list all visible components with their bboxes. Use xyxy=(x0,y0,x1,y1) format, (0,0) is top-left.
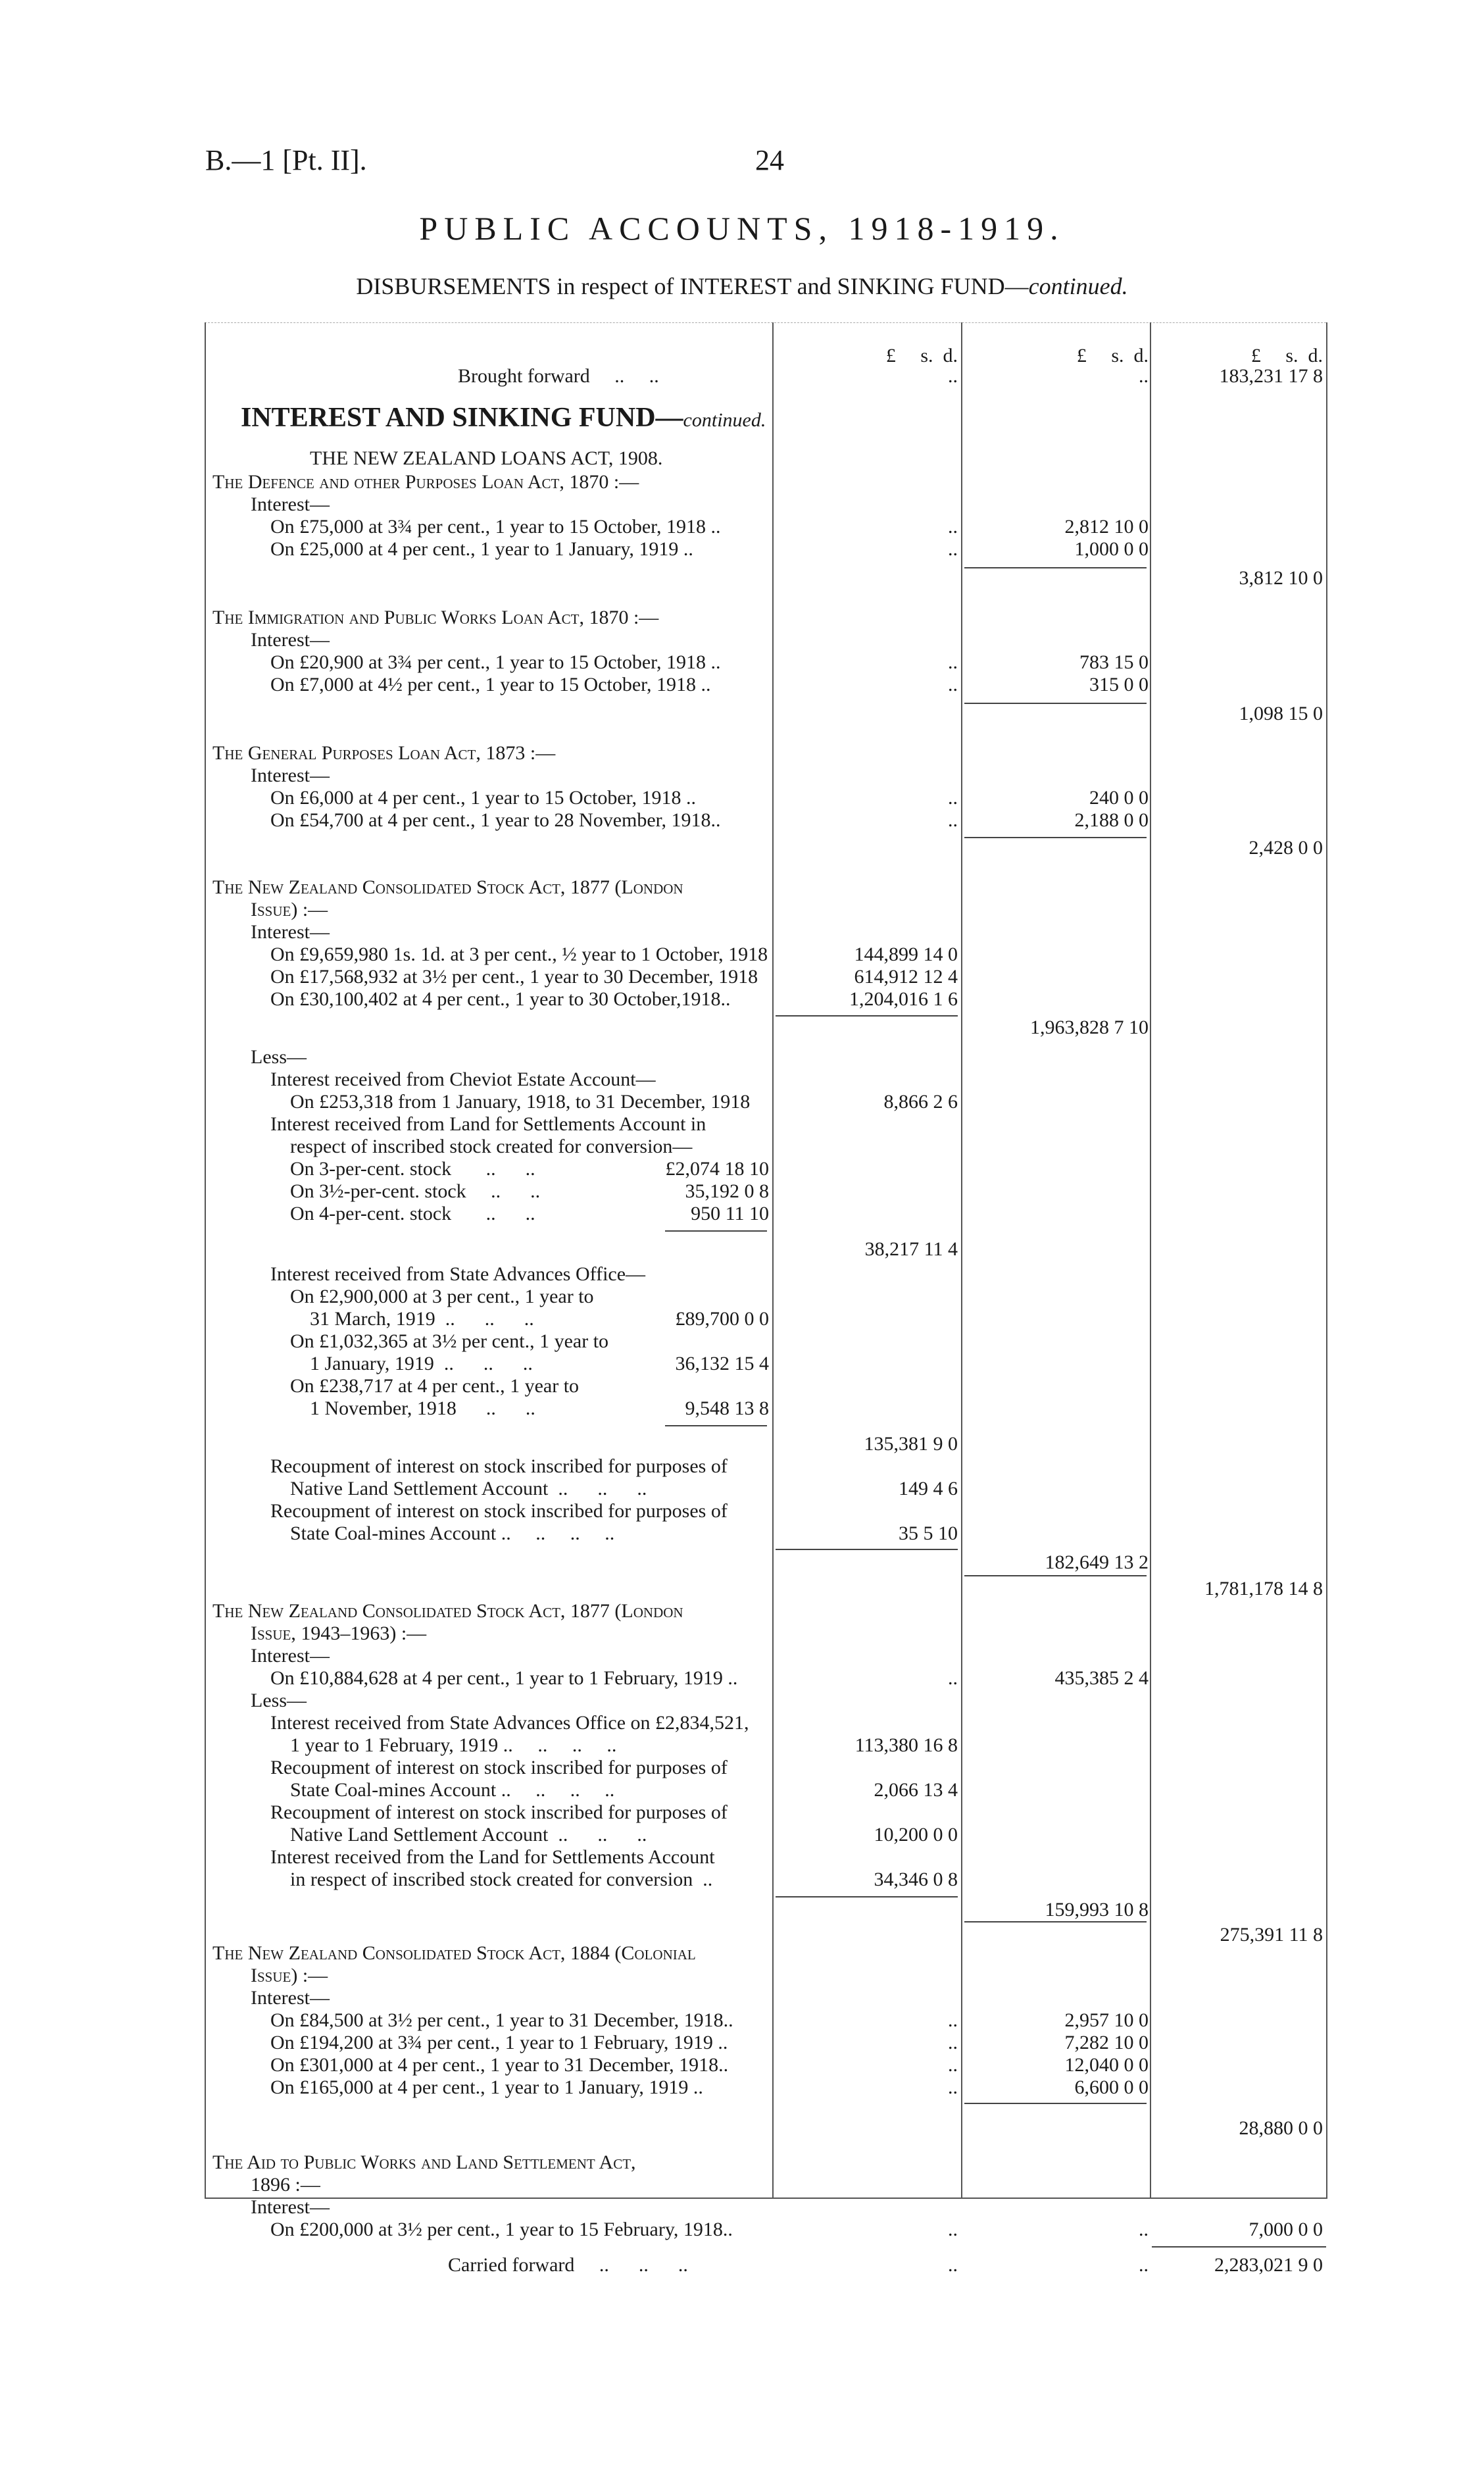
immigration-line-2: On £7,000 at 4½ per cent., 1 year to 15 October, 1918 .. xyxy=(270,674,711,695)
london-1943-title-1: The New Zealand Consolidated Stock Act, 1877 (London xyxy=(212,1600,683,1622)
defence-line-2: On £25,000 at 4 per cent., 1 year to 1 January, 1919 .. xyxy=(270,538,693,560)
london-gross-rule xyxy=(776,1015,958,1017)
act-1908-heading: THE NEW ZEALAND LOANS ACT, 1908. xyxy=(310,447,663,469)
state-adv-line-5: On £238,717 at 4 per cent., 1 year to xyxy=(290,1375,580,1397)
aid-col2: .. xyxy=(1139,2219,1149,2240)
london-1943-less-2-amount: 2,066 13 4 xyxy=(874,1779,958,1801)
colonial-line-3-col1: .. xyxy=(948,2054,958,2076)
ledger-table xyxy=(205,322,1326,2276)
london-1943-interest-line: On £10,884,628 at 4 per cent., 1 year to 1 February, 1919 .. xyxy=(270,1667,738,1689)
page-title: PUBLIC ACCOUNTS, 1918-1919. xyxy=(419,210,1065,247)
defence-interest-label: Interest— xyxy=(251,493,330,515)
state-adv-sum-rule xyxy=(665,1425,767,1426)
london-net-total: 1,781,178 14 8 xyxy=(1204,1578,1323,1599)
page-number: 24 xyxy=(755,144,784,176)
land-heading-2: respect of inscribed stock created for conversion— xyxy=(290,1136,693,1157)
state-advances-heading: Interest received from State Advances Office— xyxy=(270,1263,646,1285)
general-line-1-amount: 240 0 0 xyxy=(1089,787,1149,809)
brought-forward-label: Brought forward .. .. xyxy=(458,365,659,387)
column-divider-3 xyxy=(1150,322,1151,2199)
state-adv-amount-2: 36,132 15 4 xyxy=(675,1353,769,1374)
brought-forward-total: 183,231 17 8 xyxy=(1219,365,1323,387)
colonial-sum-rule xyxy=(964,2103,1147,2104)
recoup-coal-line-2: State Coal-mines Account .. .. .. .. xyxy=(290,1522,615,1544)
colonial-interest-label: Interest— xyxy=(251,1987,330,2009)
general-line-2: On £54,700 at 4 per cent., 1 year to 28 November, 1918.. xyxy=(270,809,721,831)
state-adv-total: 135,381 9 0 xyxy=(864,1433,958,1455)
general-line-1: On £6,000 at 4 per cent., 1 year to 15 October, 1918 .. xyxy=(270,787,696,809)
london-1943-less-1-l1: Interest received from State Advances Office on £2,834,521, xyxy=(270,1712,749,1734)
london-1943-net-rule xyxy=(964,1921,1147,1922)
general-sum-rule xyxy=(964,837,1147,838)
defence-line-2-col1: .. xyxy=(948,538,958,560)
london-line-3-amount: 1,204,016 1 6 xyxy=(849,988,958,1010)
london-act-title-1: The New Zealand Consolidated Stock Act, 1877 (London xyxy=(212,876,683,898)
recoup-native-amount: 149 4 6 xyxy=(899,1478,958,1499)
col1-header: £ s. d. xyxy=(885,345,958,366)
carried-forward-col2: .. xyxy=(1139,2254,1149,2276)
page-subtitle xyxy=(0,272,1484,300)
london-1943-less-1-amount: 113,380 16 8 xyxy=(854,1734,958,1756)
colonial-act-title-1: The New Zealand Consolidated Stock Act, 1884 (Colonial xyxy=(212,1942,696,1964)
aid-total: 7,000 0 0 xyxy=(1249,2219,1323,2240)
column-divider-1 xyxy=(772,322,774,2199)
recoup-native-line-1: Recoupment of interest on stock inscribed for purposes of xyxy=(270,1455,728,1477)
land-total: 38,217 11 4 xyxy=(864,1238,958,1260)
land-item-1-amount: £2,074 18 10 xyxy=(665,1158,769,1180)
colonial-total: 28,880 0 0 xyxy=(1239,2117,1323,2139)
london-interest-label: Interest— xyxy=(251,921,330,943)
colonial-line-2: On £194,200 at 3¾ per cent., 1 year to 1 February, 1919 .. xyxy=(270,2032,728,2053)
table-left-border xyxy=(205,322,206,2199)
cheviot-line: On £253,318 from 1 January, 1918, to 31 December, 1918 xyxy=(290,1091,751,1113)
colonial-line-4-col1: .. xyxy=(948,2076,958,2098)
state-adv-line-1: On £2,900,000 at 3 per cent., 1 year to xyxy=(290,1286,594,1307)
col2-header: £ s. d. xyxy=(1076,345,1149,366)
brought-forward-col2: .. xyxy=(1139,365,1149,387)
colonial-line-1: On £84,500 at 3½ per cent., 1 year to 31 December, 1918.. xyxy=(270,2009,733,2031)
immigration-line-2-amount: 315 0 0 xyxy=(1089,674,1149,695)
aid-line: On £200,000 at 3½ per cent., 1 year to 15 February, 1918.. xyxy=(270,2219,733,2240)
london-1943-col1: .. xyxy=(948,1667,958,1689)
london-1943-less-3-l1: Recoupment of interest on stock inscribed for purposes of xyxy=(270,1801,728,1823)
london-1943-net-total: 275,391 11 8 xyxy=(1220,1924,1323,1946)
land-item-2: On 3½-per-cent. stock .. .. xyxy=(290,1180,541,1202)
state-adv-line-4: 1 January, 1919 .. .. .. xyxy=(310,1353,533,1374)
aid-interest-label: Interest— xyxy=(251,2196,330,2218)
section-heading: INTEREST AND SINKING FUND—continued. xyxy=(241,403,766,433)
london-act-title-2: Issue) :— xyxy=(251,899,328,920)
carried-forward-total: 2,283,021 9 0 xyxy=(1214,2254,1323,2276)
london-1943-less-4-l1: Interest received from the Land for Settlements Account xyxy=(270,1846,715,1868)
london-less-total: 182,649 13 2 xyxy=(1045,1551,1149,1573)
state-adv-line-2: 31 March, 1919 .. .. .. xyxy=(310,1308,534,1330)
defence-line-2-amount: 1,000 0 0 xyxy=(1074,538,1149,560)
state-adv-amount-1: £89,700 0 0 xyxy=(675,1308,769,1330)
london-1943-title-2: Issue, 1943–1963) :— xyxy=(251,1622,427,1644)
colonial-line-1-col1: .. xyxy=(948,2009,958,2031)
general-total: 2,428 0 0 xyxy=(1249,837,1323,859)
colonial-line-2-col1: .. xyxy=(948,2032,958,2053)
immigration-line-1-amount: 783 15 0 xyxy=(1079,651,1149,673)
london-1943-less-total: 159,993 10 8 xyxy=(1045,1899,1149,1921)
london-line-3: On £30,100,402 at 4 per cent., 1 year to 30 October,1918.. xyxy=(270,988,731,1010)
london-1943-less-rule xyxy=(776,1896,958,1897)
london-1943-less-4-amount: 34,346 0 8 xyxy=(874,1869,958,1890)
carried-forward-col1: .. xyxy=(948,2254,958,2276)
state-adv-amount-3: 9,548 13 8 xyxy=(685,1397,769,1419)
state-adv-line-6: 1 November, 1918 .. .. xyxy=(310,1397,535,1419)
immigration-line-1-col1: .. xyxy=(948,651,958,673)
london-net-rule xyxy=(964,1575,1147,1576)
london-line-2-amount: 614,912 12 4 xyxy=(854,966,958,988)
land-sum-rule xyxy=(665,1230,767,1232)
colonial-line-4: On £165,000 at 4 per cent., 1 year to 1 January, 1919 .. xyxy=(270,2076,703,2098)
general-interest-label: Interest— xyxy=(251,765,330,786)
recoup-coal-line-1: Recoupment of interest on stock inscribed for purposes of xyxy=(270,1500,728,1522)
london-line-1-amount: 144,899 14 0 xyxy=(854,943,958,965)
defence-act-title: The Defence and other Purposes Loan Act, 1870 :— xyxy=(212,471,639,493)
carried-forward-rule xyxy=(1152,2246,1326,2248)
colonial-line-2-amount: 7,282 10 0 xyxy=(1064,2032,1149,2053)
immigration-line-2-col1: .. xyxy=(948,674,958,695)
aid-act-title-2: 1896 :— xyxy=(251,2174,320,2196)
immigration-line-1: On £20,900 at 3¾ per cent., 1 year to 15 October, 1918 .. xyxy=(270,651,721,673)
aid-act-title-1: The Aid to Public Works and Land Settlement Act, xyxy=(212,2151,636,2173)
london-1943-interest-amount: 435,385 2 4 xyxy=(1054,1667,1149,1689)
cheviot-heading: Interest received from Cheviot Estate Account— xyxy=(270,1068,656,1090)
general-act-title: The General Purposes Loan Act, 1873 :— xyxy=(212,742,556,764)
subtitle-main: DISBURSEMENTS in respect of INTEREST and SINKING FUND— xyxy=(356,273,1029,299)
carried-forward-label: Carried forward .. .. .. xyxy=(448,2254,688,2276)
london-1943-less-3-l2: Native Land Settlement Account .. .. .. xyxy=(290,1824,647,1846)
recoup-native-line-2: Native Land Settlement Account .. .. .. xyxy=(290,1478,647,1499)
table-bottom-border xyxy=(205,2198,1326,2199)
defence-line-1-col1: .. xyxy=(948,516,958,538)
general-line-2-col1: .. xyxy=(948,809,958,831)
colonial-line-3-amount: 12,040 0 0 xyxy=(1064,2054,1149,2076)
london-gross-amount: 1,963,828 7 10 xyxy=(1030,1017,1149,1038)
table-top-border xyxy=(205,322,1326,323)
cheviot-amount: 8,866 2 6 xyxy=(883,1091,958,1113)
colonial-line-3: On £301,000 at 4 per cent., 1 year to 31 December, 1918.. xyxy=(270,2054,729,2076)
report-code: B.—1 [Pt. II]. xyxy=(205,144,367,176)
land-heading-1: Interest received from Land for Settlements Account in xyxy=(270,1113,706,1135)
general-line-1-col1: .. xyxy=(948,787,958,809)
column-divider-2 xyxy=(961,322,962,2199)
london-1943-less-4-l2: in respect of inscribed stock created for conversion .. xyxy=(290,1869,713,1890)
london-1943-less-label: Less— xyxy=(251,1690,307,1711)
land-item-3-amount: 950 11 10 xyxy=(691,1203,769,1224)
london-line-2: On £17,568,932 at 3½ per cent., 1 year to 30 December, 1918 xyxy=(270,966,758,988)
immigration-sum-rule xyxy=(964,703,1147,704)
immigration-act-title: The Immigration and Public Works Loan Act, 1870 :— xyxy=(212,607,659,628)
aid-col1: .. xyxy=(948,2219,958,2240)
london-less-rule xyxy=(776,1549,958,1550)
general-line-2-amount: 2,188 0 0 xyxy=(1074,809,1149,831)
brought-forward-col1: .. xyxy=(948,365,958,387)
london-1943-less-1-l2: 1 year to 1 February, 1919 .. .. .. .. xyxy=(290,1734,617,1756)
defence-sum-rule xyxy=(964,567,1147,568)
colonial-act-title-2: Issue) :— xyxy=(251,1965,328,1986)
land-item-1: On 3-per-cent. stock .. .. xyxy=(290,1158,535,1180)
defence-line-1-amount: 2,812 10 0 xyxy=(1064,516,1149,538)
state-adv-line-3: On £1,032,365 at 3½ per cent., 1 year to xyxy=(290,1330,609,1352)
colonial-line-1-amount: 2,957 10 0 xyxy=(1064,2009,1149,2031)
defence-total: 3,812 10 0 xyxy=(1239,567,1323,589)
land-item-2-amount: 35,192 0 8 xyxy=(685,1180,769,1202)
london-1943-less-2-l1: Recoupment of interest on stock inscribed for purposes of xyxy=(270,1757,728,1778)
subtitle-continued: continued. xyxy=(1028,273,1128,299)
land-item-3: On 4-per-cent. stock .. .. xyxy=(290,1203,535,1224)
london-1943-less-2-l2: State Coal-mines Account .. .. .. .. xyxy=(290,1779,615,1801)
london-less-label: Less— xyxy=(251,1046,307,1068)
london-1943-less-3-amount: 10,200 0 0 xyxy=(874,1824,958,1846)
immigration-total: 1,098 15 0 xyxy=(1239,703,1323,724)
immigration-interest-label: Interest— xyxy=(251,629,330,651)
colonial-line-4-amount: 6,600 0 0 xyxy=(1074,2076,1149,2098)
defence-line-1: On £75,000 at 3¾ per cent., 1 year to 15 October, 1918 .. xyxy=(270,516,721,538)
recoup-coal-amount: 35 5 10 xyxy=(899,1522,958,1544)
london-line-1: On £9,659,980 1s. 1d. at 3 per cent., ½ year to 1 October, 1918 xyxy=(270,943,768,965)
london-1943-interest-label: Interest— xyxy=(251,1645,330,1667)
col3-header: £ s. d. xyxy=(1250,345,1323,366)
table-right-border xyxy=(1326,322,1327,2199)
